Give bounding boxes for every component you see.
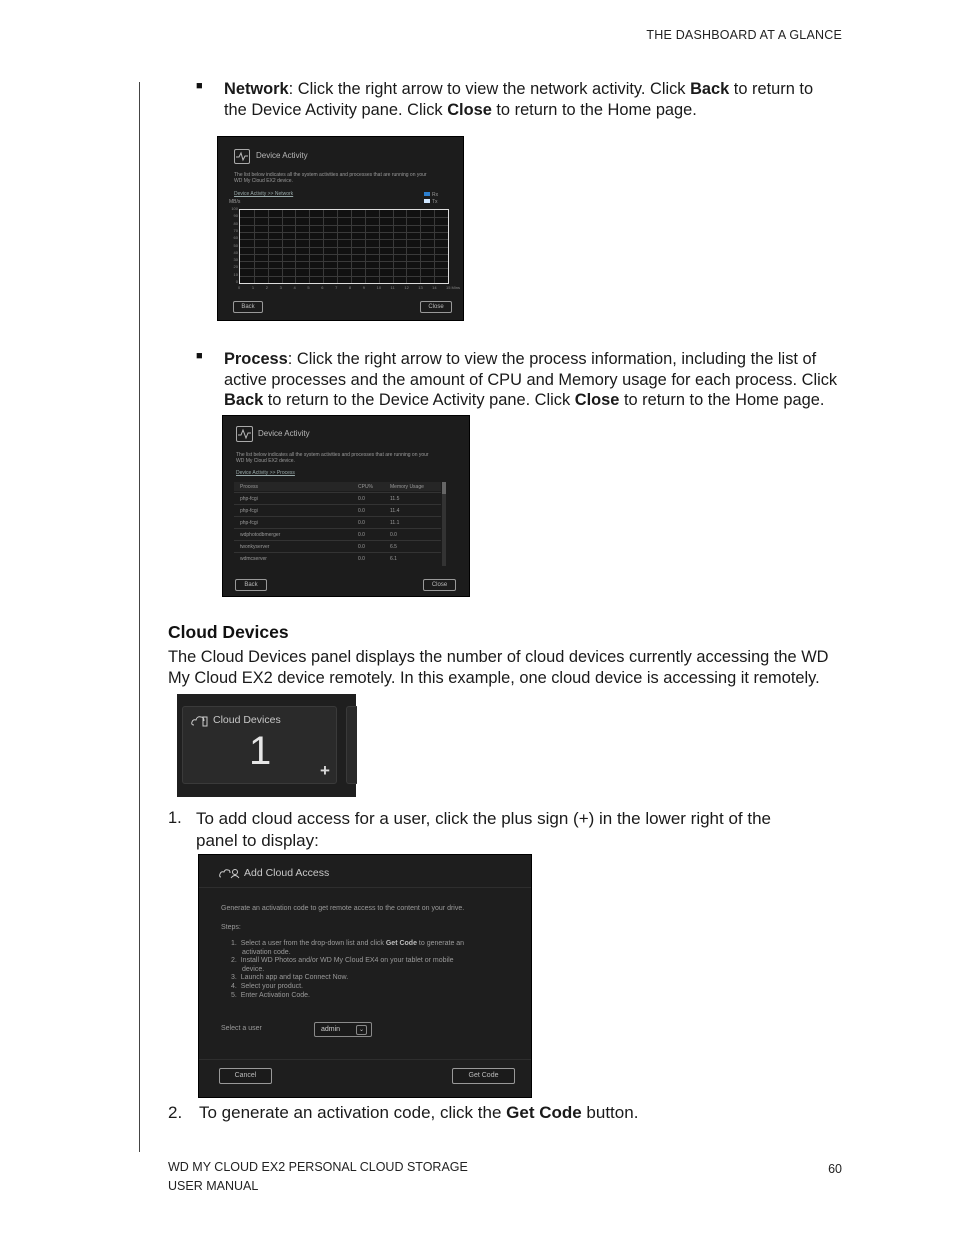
cloud-devices-icon <box>191 714 209 732</box>
table-cell: 0.0 <box>358 556 365 562</box>
process-table <box>234 482 441 566</box>
x-tick-label: 7 <box>335 285 338 290</box>
legend-rx: Rx <box>424 192 438 198</box>
select-user-dropdown[interactable]: admin ⌄ <box>314 1022 372 1037</box>
table-cell: 0.0 <box>358 496 365 502</box>
grid-line-horizontal <box>240 268 448 269</box>
margin-rule <box>139 82 140 1152</box>
activity-icon <box>236 426 253 442</box>
y-axis-unit: MB/s <box>229 199 241 205</box>
x-tick-label: 5 <box>307 285 310 290</box>
network-chart-grid <box>239 209 449 284</box>
get-code-button[interactable]: Get Code <box>452 1068 515 1084</box>
x-tick-label: 2 <box>265 285 268 290</box>
y-tick-label: 10 <box>233 271 238 277</box>
close-button[interactable]: Close <box>423 579 456 591</box>
adjacent-panel-edge <box>346 706 357 784</box>
cancel-button[interactable]: Cancel <box>219 1068 272 1084</box>
grid-line-horizontal <box>240 261 448 262</box>
breadcrumb-link[interactable]: Device Activity >> Network <box>234 191 294 197</box>
page-number: 60 <box>828 1162 842 1176</box>
grid-line-horizontal <box>240 225 448 226</box>
bullet-network-text: Network: Click the right arrow to view the network activity. Click Back to return to the Device Activity pane. Click Close to return to the Home page. <box>224 80 814 119</box>
bullet-marker: ■ <box>196 350 203 362</box>
cloud-devices-panel <box>182 706 337 784</box>
term-network: Network <box>224 80 289 98</box>
x-tick-label: 3 <box>279 285 282 290</box>
table-cell: 0.0 <box>390 532 397 538</box>
y-tick-label: 30 <box>233 257 238 263</box>
x-tick-label: 4 <box>293 285 296 290</box>
x-tick-label: 11 <box>390 285 395 290</box>
panel-title: Cloud Devices <box>213 714 281 726</box>
y-tick-label: 90 <box>233 213 238 219</box>
table-cell: php-fcgi <box>240 508 258 514</box>
y-tick-label: 0 <box>235 279 238 284</box>
cloud-paragraph: The Cloud Devices panel displays the number of cloud devices currently accessing the WD My Cloud EX2 device remotely. In this example, one cloud device is accessing it remotely. <box>168 648 829 687</box>
step-number: 2. <box>168 1103 183 1122</box>
x-tick-label: 14 <box>432 285 437 290</box>
close-button[interactable]: Close <box>420 301 452 313</box>
y-tick-label: 100 <box>231 206 238 211</box>
table-cell: 0.0 <box>358 508 365 514</box>
steps-list: 1. Select a user from the drop-down list and click Get Code to generate an activation code. 2. Install WD Photos and/or WD My Cloud EX4 on your tablet or mobile device. 3. Launch app and tap Connect Now. 4. Select your product. 5. Enter Activation Code. <box>231 940 465 999</box>
step-number: 1. <box>168 809 182 827</box>
panel-title: Device Activity <box>256 151 308 160</box>
y-tick-label: 20 <box>233 264 238 270</box>
step1-text: To add cloud access for a user, click the plus sign (+) in the lower right of the panel to display: <box>196 809 771 850</box>
panel-title: Device Activity <box>258 429 310 438</box>
x-tick-label: 8 <box>348 285 352 290</box>
table-row[interactable] <box>234 552 441 565</box>
x-axis-ticks <box>239 285 459 293</box>
y-tick-label: 80 <box>233 220 238 226</box>
select-user-label: Select a user <box>221 1025 262 1032</box>
x-tick-label: 9 <box>362 285 366 290</box>
x-tick-label: 1 <box>251 285 255 290</box>
x-tick-label: 6 <box>321 285 324 290</box>
table-cell: wdphotodbmerger <box>240 532 281 538</box>
process-activity-screenshot <box>222 415 470 597</box>
table-cell: 6.5 <box>390 544 397 550</box>
back-button[interactable]: Back <box>233 301 263 313</box>
table-cell: 6.1 <box>390 556 397 562</box>
term-process: Process <box>224 350 288 368</box>
steps-label: Steps: <box>221 924 241 931</box>
bullet-marker: ■ <box>196 80 203 92</box>
table-cell: 11.1 <box>390 520 400 526</box>
table-cell: php-fcgi <box>240 520 258 526</box>
cloud-devices-screenshot <box>177 694 356 797</box>
add-cloud-access-button[interactable]: + <box>320 761 330 780</box>
x-tick-label: 12 <box>404 285 409 290</box>
x-tick-label: 15 Mins <box>446 285 461 290</box>
table-cell: 0.0 <box>358 532 365 538</box>
cloud-user-icon <box>219 868 241 881</box>
section-heading: Cloud Devices <box>168 622 289 642</box>
breadcrumb-link[interactable]: Device Activity >> Process <box>236 470 295 476</box>
network-activity-screenshot <box>217 136 464 321</box>
grid-line-horizontal <box>240 276 448 277</box>
y-tick-label: 60 <box>233 235 238 241</box>
grid-line-horizontal <box>240 247 448 248</box>
dialog-title: Add Cloud Access <box>244 867 330 879</box>
panel-description: The list below indicates all the system activities and processes that are running on your WD My Cloud EX2 device. <box>236 452 429 464</box>
footer-title: WD MY CLOUD EX2 PERSONAL CLOUD STORAGE USER MANUAL <box>168 1160 468 1193</box>
y-tick-label: 70 <box>233 227 238 233</box>
chevron-down-icon: ⌄ <box>356 1025 367 1035</box>
legend-tx: Tx <box>424 199 438 205</box>
add-cloud-access-screenshot <box>198 854 532 1098</box>
table-header: Process CPU% Memory Usage <box>234 482 441 491</box>
grid-line-horizontal <box>240 232 448 233</box>
activity-icon <box>234 149 250 164</box>
grid-line-horizontal <box>240 239 448 240</box>
running-header: THE DASHBOARD AT A GLANCE <box>646 28 842 42</box>
y-tick-label: 50 <box>233 242 238 248</box>
x-tick-label: 0 <box>238 285 241 290</box>
panel-description: The list below indicates all the system activities and processes that are running on your WD My Cloud EX2 device. <box>234 172 427 184</box>
table-cell: twonkyserver <box>240 544 270 550</box>
y-axis-ticks <box>228 206 238 286</box>
table-cell: 11.5 <box>390 496 400 502</box>
divider <box>199 1059 531 1060</box>
y-tick-label: 40 <box>233 249 238 255</box>
table-cell: 0.0 <box>358 520 365 526</box>
dialog-intro: Generate an activation code to get remote access to the content on your drive. <box>221 905 465 912</box>
table-cell: 0.0 <box>358 544 365 550</box>
grid-line-horizontal <box>240 254 448 255</box>
table-scrollbar[interactable] <box>442 482 446 566</box>
cloud-device-count: 1 <box>249 729 272 773</box>
x-tick-label: 10 <box>376 285 382 290</box>
x-tick-label: 13 <box>418 285 423 290</box>
table-cell: php-fcgi <box>240 496 258 502</box>
grid-line-horizontal <box>240 217 448 218</box>
bullet-process-text: Process: Click the right arrow to view the process information, including the list of active processes and the amount of CPU and Memory usage for each process. Click Back to return to the Device Activity pane. Click Close to return to the Home page. <box>224 350 838 409</box>
step2-text: To generate an activation code, click the Get Code button. <box>199 1103 639 1122</box>
back-button[interactable]: Back <box>235 579 267 591</box>
divider <box>199 887 531 888</box>
table-cell: 11.4 <box>390 508 400 514</box>
table-cell: wdmcserver <box>240 556 267 562</box>
